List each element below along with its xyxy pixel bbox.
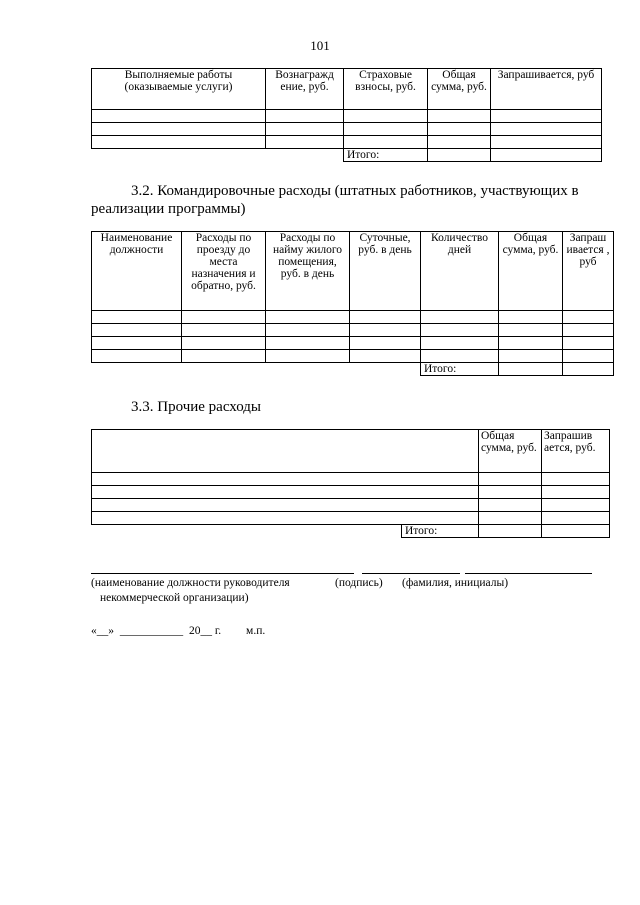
table-cell[interactable] (344, 110, 428, 123)
table-row (92, 499, 610, 512)
total-label: Итого: (421, 363, 499, 376)
table-cell[interactable] (350, 350, 421, 363)
column-header: Общая сумма, руб. (499, 232, 563, 311)
date-month-blank: ___________ (119, 625, 184, 637)
table-row (92, 473, 610, 486)
table-cell[interactable] (182, 337, 266, 350)
name-caption: (фамилия, инициалы) (402, 577, 509, 589)
table-cell[interactable] (350, 324, 421, 337)
total-row (92, 525, 610, 538)
total-cell[interactable] (428, 149, 491, 162)
travel-expenses-table (91, 231, 614, 376)
position-signature-line[interactable] (91, 573, 354, 574)
column-header (92, 430, 479, 473)
table-cell[interactable] (421, 311, 499, 324)
column-header: Страховые взносы, руб. (344, 69, 428, 110)
stamp-label: м.п. (246, 625, 266, 637)
page-number: 101 (310, 38, 330, 53)
total-label: Итого: (344, 149, 428, 162)
table-cell[interactable] (563, 337, 614, 350)
position-caption (91, 576, 351, 606)
date-day: «__» (91, 625, 114, 637)
table-cell[interactable] (266, 123, 344, 136)
table-row (92, 110, 602, 123)
works-services-table (91, 68, 602, 162)
table-cell[interactable] (479, 499, 542, 512)
table-cell[interactable] (499, 350, 563, 363)
table-cell[interactable] (421, 324, 499, 337)
column-header: Общая сумма, руб. (428, 69, 491, 110)
column-header: Расходы по найму жилого помещения, руб. в день (266, 232, 350, 311)
table-cell[interactable] (92, 499, 479, 512)
total-cell[interactable] (563, 363, 614, 376)
table-cell[interactable] (563, 311, 614, 324)
table-cell[interactable] (563, 350, 614, 363)
table-cell[interactable] (542, 473, 610, 486)
column-header: Общая сумма, руб. (479, 430, 542, 473)
table-cell[interactable] (479, 512, 542, 525)
caption-line: некоммерческой организации) (100, 592, 249, 604)
table-cell[interactable] (92, 350, 182, 363)
table-cell[interactable] (182, 324, 266, 337)
table-cell[interactable] (428, 110, 491, 123)
section-3-3-heading: 3.3. Прочие расходы (131, 399, 261, 415)
other-expenses-table (91, 429, 610, 538)
table-cell[interactable] (266, 324, 350, 337)
table-cell[interactable] (266, 311, 350, 324)
table-cell[interactable] (479, 473, 542, 486)
total-row (92, 149, 602, 162)
total-cell[interactable] (491, 149, 602, 162)
column-header: Наименование должности (92, 232, 182, 311)
column-header: Запрашив ается, руб. (542, 430, 610, 473)
column-header: Количество дней (421, 232, 499, 311)
sign-caption: (подпись) (335, 577, 383, 589)
table-cell[interactable] (563, 324, 614, 337)
sign-signature-line[interactable] (362, 573, 460, 574)
table-cell[interactable] (266, 136, 344, 149)
table-cell[interactable] (479, 486, 542, 499)
table-row (92, 486, 610, 499)
table-cell[interactable] (92, 324, 182, 337)
table-cell[interactable] (350, 311, 421, 324)
table-cell[interactable] (542, 499, 610, 512)
table-cell[interactable] (542, 512, 610, 525)
table-cell[interactable] (266, 337, 350, 350)
table-cell[interactable] (344, 136, 428, 149)
table-cell[interactable] (428, 123, 491, 136)
total-cell[interactable] (479, 525, 542, 538)
table-cell[interactable] (350, 337, 421, 350)
table-cell[interactable] (182, 350, 266, 363)
column-header: Суточные, руб. в день (350, 232, 421, 311)
table-cell[interactable] (421, 337, 499, 350)
heading-line: 3.2. Командировочные расходы (штатных работников, участвующих в (131, 183, 579, 199)
table-cell[interactable] (92, 512, 479, 525)
name-signature-line[interactable] (465, 573, 592, 574)
table-row (92, 337, 614, 350)
table-cell[interactable] (542, 486, 610, 499)
table-row (92, 350, 614, 363)
caption-line: (наименование должности руководителя (91, 577, 290, 589)
total-cell[interactable] (499, 363, 563, 376)
table-cell[interactable] (182, 311, 266, 324)
table-row (92, 311, 614, 324)
table-row (92, 123, 602, 136)
table-row (92, 136, 602, 149)
table-cell[interactable] (266, 350, 350, 363)
table-cell[interactable] (92, 486, 479, 499)
date-year: 20__ г. (189, 625, 222, 637)
table-header-row (92, 69, 602, 110)
column-header: Запраш ивается , руб (563, 232, 614, 311)
table-cell[interactable] (499, 311, 563, 324)
table-cell[interactable] (92, 473, 479, 486)
table-cell[interactable] (491, 136, 602, 149)
table-cell[interactable] (499, 324, 563, 337)
column-header: Запрашивается, руб (491, 69, 602, 110)
total-row (92, 363, 614, 376)
total-label: Итого: (402, 525, 479, 538)
column-header: Расходы по проезду до места назначения и обратно, руб. (182, 232, 266, 311)
table-cell[interactable] (421, 350, 499, 363)
table-cell[interactable] (491, 123, 602, 136)
column-header: Выполняемые работы (оказываемые услуги) (92, 69, 266, 110)
table-row (92, 324, 614, 337)
table-header-row (92, 430, 610, 473)
table-cell[interactable] (266, 110, 344, 123)
table-cell[interactable] (92, 123, 266, 136)
table-cell[interactable] (499, 337, 563, 350)
table-header-row (92, 232, 614, 311)
table-cell[interactable] (344, 123, 428, 136)
heading-line: реализации программы) (91, 201, 246, 217)
table-row (92, 512, 610, 525)
date-line (91, 624, 265, 639)
table-cell[interactable] (92, 110, 266, 123)
column-header: Вознагражд ение, руб. (266, 69, 344, 110)
table-cell[interactable] (491, 110, 602, 123)
table-cell[interactable] (92, 136, 266, 149)
table-cell[interactable] (428, 136, 491, 149)
table-cell[interactable] (92, 311, 182, 324)
total-cell[interactable] (542, 525, 610, 538)
table-cell[interactable] (92, 337, 182, 350)
section-3-2-heading (91, 182, 611, 218)
